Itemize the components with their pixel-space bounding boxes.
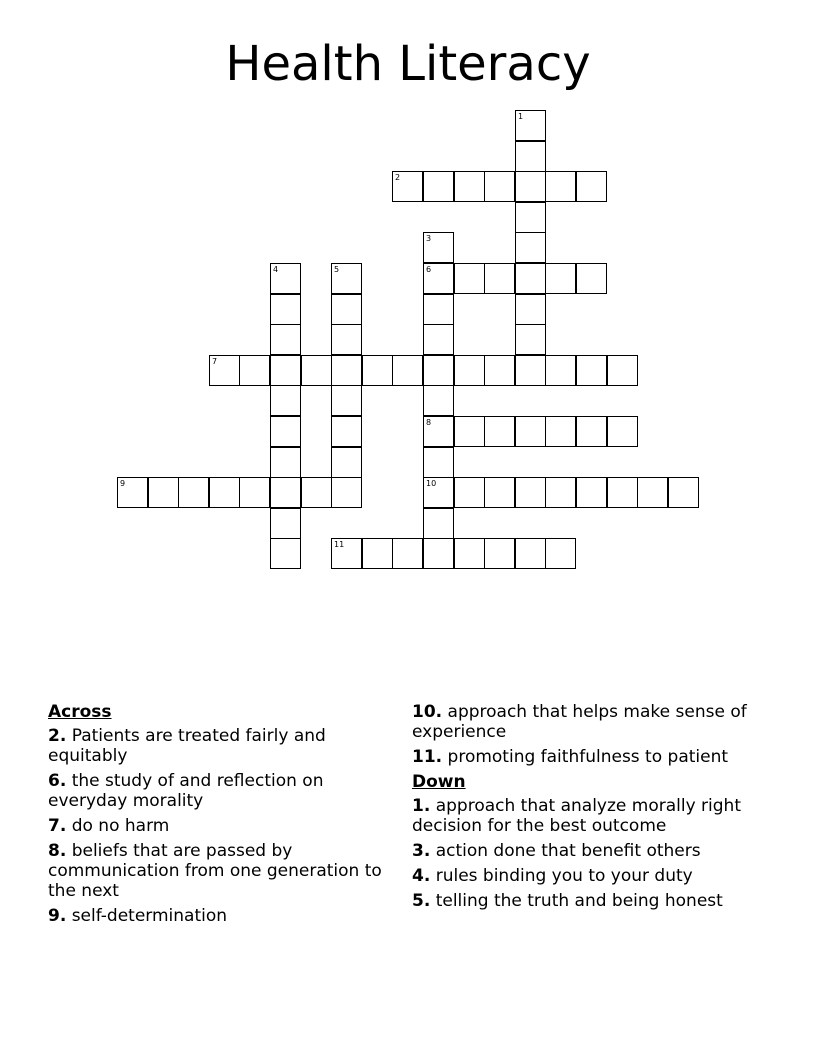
grid-cell[interactable] — [423, 232, 454, 263]
grid-cell[interactable] — [270, 263, 301, 294]
grid-cell[interactable] — [331, 355, 362, 386]
grid-cell[interactable] — [454, 171, 485, 202]
clue-number: 1. — [412, 796, 431, 816]
grid-cell[interactable] — [423, 416, 454, 447]
grid-cell[interactable] — [178, 477, 209, 508]
clue-number: 11. — [412, 747, 443, 767]
grid-cell[interactable] — [270, 508, 301, 539]
grid-cell[interactable] — [576, 263, 607, 294]
clue-across-9 — [48, 906, 393, 926]
grid-cell[interactable] — [270, 324, 301, 355]
cell-number: 6 — [426, 265, 432, 274]
clue-across-7 — [48, 816, 393, 836]
clue-number: 8. — [48, 841, 67, 861]
grid-cell[interactable] — [607, 416, 638, 447]
grid-cell[interactable] — [270, 538, 301, 569]
grid-cell[interactable] — [362, 355, 393, 386]
grid-cell[interactable] — [270, 416, 301, 447]
grid-cell[interactable] — [423, 263, 454, 294]
grid-cell[interactable] — [545, 263, 576, 294]
grid-cell[interactable] — [454, 263, 485, 294]
cell-number: 7 — [212, 357, 218, 366]
grid-cell[interactable] — [484, 416, 515, 447]
grid-cell[interactable] — [270, 355, 301, 386]
clue-across-10 — [412, 702, 772, 742]
clue-down-3 — [412, 841, 772, 861]
grid-cell[interactable] — [239, 355, 270, 386]
grid-cell[interactable] — [515, 294, 546, 325]
grid-cell[interactable] — [209, 355, 240, 386]
grid-cell[interactable] — [148, 477, 179, 508]
clue-text: self-determination — [71, 906, 228, 926]
clue-number: 6. — [48, 771, 67, 791]
grid-cell[interactable] — [515, 232, 546, 263]
cell-number: 4 — [273, 265, 279, 274]
grid-cell[interactable] — [545, 416, 576, 447]
grid-cell[interactable] — [270, 385, 301, 416]
clue-text: approach that analyze morally right decision for the best outcome — [412, 796, 741, 836]
grid-cell[interactable] — [270, 447, 301, 478]
clue-across-8 — [48, 841, 393, 901]
grid-cell[interactable] — [515, 355, 546, 386]
grid-cell[interactable] — [515, 171, 546, 202]
grid-cell[interactable] — [545, 171, 576, 202]
clue-number: 10. — [412, 702, 443, 722]
clue-number: 9. — [48, 906, 67, 926]
grid-cell[interactable] — [484, 263, 515, 294]
cell-number: 1 — [518, 112, 524, 121]
grid-cell[interactable] — [423, 447, 454, 478]
grid-cell[interactable] — [515, 324, 546, 355]
grid-cell[interactable] — [515, 202, 546, 233]
cell-number: 2 — [395, 173, 401, 182]
grid-cell[interactable] — [484, 477, 515, 508]
grid-cell[interactable] — [209, 477, 240, 508]
cell-number: 10 — [426, 479, 437, 488]
grid-cell[interactable] — [331, 447, 362, 478]
clue-number: 3. — [412, 841, 431, 861]
clue-text: do no harm — [71, 816, 170, 836]
grid-cell[interactable] — [331, 263, 362, 294]
grid-cell[interactable] — [423, 324, 454, 355]
cell-number: 8 — [426, 418, 432, 427]
across-heading: Across — [48, 702, 112, 722]
grid-cell[interactable] — [117, 477, 148, 508]
clues-right-column — [412, 702, 772, 916]
grid-cell[interactable] — [239, 477, 270, 508]
clue-text: promoting faithfulness to patient — [447, 747, 729, 767]
clue-text: Patients are treated fairly and equitably — [48, 726, 326, 766]
grid-cell[interactable] — [607, 477, 638, 508]
cell-number: 5 — [334, 265, 340, 274]
grid-cell[interactable] — [668, 477, 699, 508]
clue-down-1 — [412, 796, 772, 836]
grid-cell[interactable] — [545, 477, 576, 508]
clue-down-4 — [412, 866, 772, 886]
grid-cell[interactable] — [270, 294, 301, 325]
grid-cell[interactable] — [454, 355, 485, 386]
grid-cell[interactable] — [331, 385, 362, 416]
grid-cell[interactable] — [454, 477, 485, 508]
clue-number: 2. — [48, 726, 67, 746]
clues-left-column — [48, 702, 393, 931]
cell-number: 9 — [120, 479, 126, 488]
clue-text: action done that benefit others — [435, 841, 701, 861]
grid-cell[interactable] — [484, 171, 515, 202]
grid-cell[interactable] — [331, 477, 362, 508]
grid-cell[interactable] — [607, 355, 638, 386]
grid-cell[interactable] — [331, 324, 362, 355]
grid-cell[interactable] — [454, 538, 485, 569]
clue-down-5 — [412, 891, 772, 911]
down-heading: Down — [412, 772, 466, 792]
clue-across-6 — [48, 771, 393, 811]
grid-cell[interactable] — [515, 477, 546, 508]
grid-cell[interactable] — [331, 416, 362, 447]
grid-cell[interactable] — [515, 110, 546, 141]
grid-cell[interactable] — [515, 141, 546, 172]
clue-text: beliefs that are passed by communication from one generation to the next — [48, 841, 382, 901]
clue-number: 5. — [412, 891, 431, 911]
grid-cell[interactable] — [576, 477, 607, 508]
grid-cell[interactable] — [301, 477, 332, 508]
grid-cell[interactable] — [545, 538, 576, 569]
grid-cell[interactable] — [423, 385, 454, 416]
grid-cell[interactable] — [423, 508, 454, 539]
grid-cell[interactable] — [270, 477, 301, 508]
grid-cell[interactable] — [515, 538, 546, 569]
grid-cell[interactable] — [423, 171, 454, 202]
clue-across-2 — [48, 726, 393, 766]
grid-cell[interactable] — [362, 538, 393, 569]
grid-cell[interactable] — [515, 263, 546, 294]
grid-cell[interactable] — [423, 538, 454, 569]
cell-number: 11 — [334, 540, 345, 549]
grid-cell[interactable] — [392, 171, 423, 202]
grid-cell[interactable] — [331, 538, 362, 569]
clue-text: telling the truth and being honest — [435, 891, 723, 911]
grid-cell[interactable] — [331, 294, 362, 325]
clue-number: 4. — [412, 866, 431, 886]
clue-text: rules binding you to your duty — [435, 866, 693, 886]
grid-cell[interactable] — [423, 477, 454, 508]
grid-cell[interactable] — [423, 294, 454, 325]
grid-cell[interactable] — [454, 416, 485, 447]
puzzle-title: Health Literacy — [225, 36, 591, 92]
clue-across-11 — [412, 747, 772, 767]
grid-cell[interactable] — [637, 477, 668, 508]
grid-cell[interactable] — [576, 416, 607, 447]
grid-cell[interactable] — [392, 538, 423, 569]
grid-cell[interactable] — [484, 355, 515, 386]
grid-cell[interactable] — [515, 416, 546, 447]
cell-number: 3 — [426, 234, 432, 243]
grid-cell[interactable] — [301, 355, 332, 386]
grid-cell[interactable] — [392, 355, 423, 386]
clue-text: approach that helps make sense of experience — [412, 702, 747, 742]
clue-number: 7. — [48, 816, 67, 836]
grid-cell[interactable] — [423, 355, 454, 386]
clue-text: the study of and reflection on everyday morality — [48, 771, 324, 811]
grid-cell[interactable] — [576, 355, 607, 386]
grid-cell[interactable] — [545, 355, 576, 386]
grid-cell[interactable] — [576, 171, 607, 202]
grid-cell[interactable] — [484, 538, 515, 569]
